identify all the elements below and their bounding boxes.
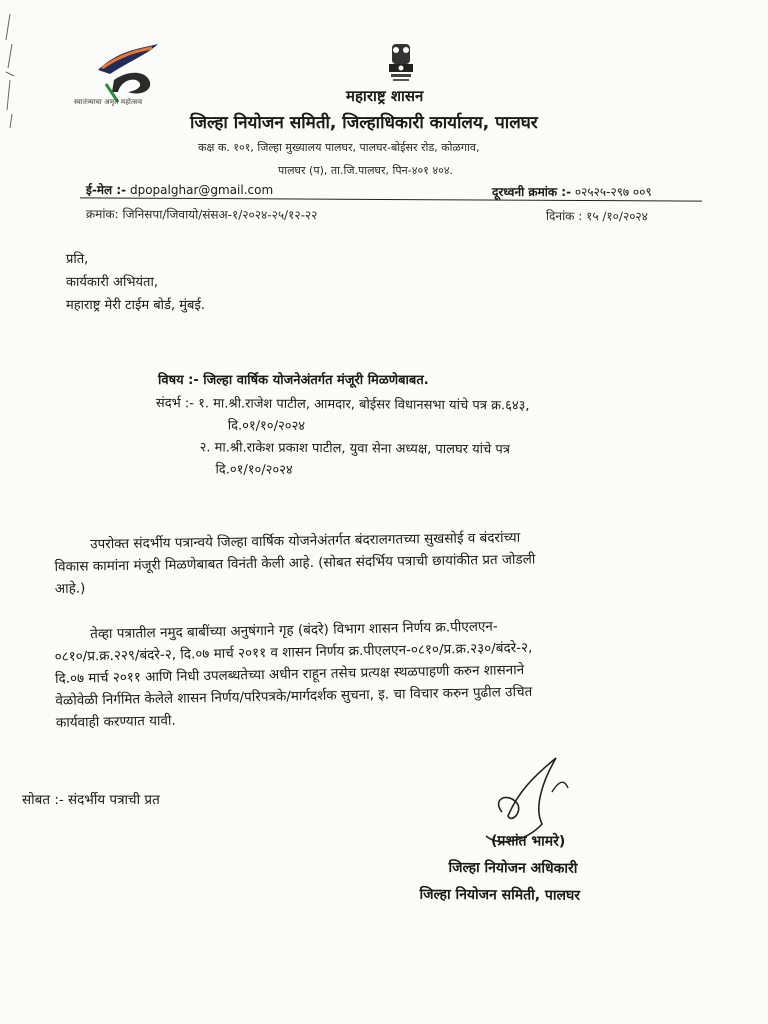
paragraph-line: उपरोक्त संदर्भीय पत्रान्वये जिल्हा वार्षिक योजनेअंतर्गत बंदरालगतच्या सुखसोई व बंदरांच्या <box>90 529 521 553</box>
logo-caption: स्वातंत्र्याचा अमृत महोत्सव <box>74 98 143 106</box>
signatory-designation: जिल्हा नियोजन अधिकारी <box>448 859 578 877</box>
paragraph-line: वेळोवेळी निर्गमित केलेले शासन निर्णय/परिपत्रके/मार्गदर्शक सुचना, इ. चा विचार करुन पुढील उचित <box>55 683 533 709</box>
paragraph-line: दि.०७ मार्च २०११ आणि निधी उपलब्धतेच्या अधीन राहून तसेच प्रत्यक्ष स्थळपाहणी करुन शासनाने <box>54 661 525 687</box>
office-address-line-1: कक्ष क. १०१, जिल्हा मुख्यालय पालघर, पालघर-बोईसर रोड, कोळगाव, <box>198 141 480 154</box>
addressee-organization: महाराष्ट्र मेरी टाईम बोर्ड, मुंबई. <box>66 298 205 313</box>
email-address: dpopalghar@gmail.com <box>129 183 274 197</box>
paragraph-line: तेव्हा पत्रातील नमुद बाबींच्या अनुषंगाने गृह (बंदरे) विभाग शासन निर्णय क्र.पीएलएन- <box>90 618 498 643</box>
email-row <box>86 181 273 198</box>
body-paragraph-2 <box>54 611 716 734</box>
margin-scribble-icon <box>2 10 18 130</box>
letter-date: १५ /१०/२०२४ <box>586 209 648 224</box>
paragraph-line: ०८१०/प्र.क्र.२२९/बंदरे-२, दि.०७ मार्च २०११ व शासन निर्णय क्र.पीएलएन-०८१०/प्र.क्र.२३०/बंदरे-२, <box>54 639 533 665</box>
signatory-block <box>419 828 581 910</box>
office-title: जिल्हा नियोजन समिती, जिल्हाधिकारी कार्यालय, पालघर <box>190 113 538 133</box>
signatory-office: जिल्हा नियोजन समिती, पालघर <box>419 886 581 904</box>
subject-line: विषय :- जिल्हा वार्षिक योजनेअंतर्गत मंजूरी मिळणेबाबत. <box>158 373 429 388</box>
enclosure-note: सोबत :- संदर्भीय पत्राची प्रत <box>22 792 160 808</box>
ashoka-emblem-icon <box>384 40 418 86</box>
phone-number: ०२५२५-२९७ ००९ <box>574 185 652 199</box>
phone-label: दूरध्वनी क्रमांक :- <box>492 185 572 199</box>
addressee-designation: कार्यकारी अभियंता, <box>66 275 158 290</box>
reference-line: दि.०१/१०/२०२४ <box>215 462 293 478</box>
reference-number-row <box>86 205 318 223</box>
signatory-name: (प्रशांत भामरे) <box>490 833 566 850</box>
paragraph-line: विकास कामांना मंजूरी मिळणेबाबत विनंती केली आहे. (सोबत संदर्भिय पत्राची छायांकीत प्रत जोडली <box>54 551 536 575</box>
email-label: ई-मेल :- <box>86 183 127 197</box>
paragraph-line: कार्यवाही करण्यात यावी. <box>55 712 176 731</box>
reference-line: दि.०१/१०/२०२४ <box>227 418 306 435</box>
reference-number: जिनिसपा/जिवायो/संसअ-१/२०२४-२५/१२-२२ <box>122 207 318 223</box>
body-paragraph-1 <box>54 524 715 600</box>
paragraph-line: आहे.) <box>54 580 86 597</box>
government-title: महाराष्ट्र शासन <box>346 87 424 105</box>
date-label: दिनांक : <box>545 208 583 224</box>
reference-line: २. मा.श्री.राकेश प्रकाश पाटील, युवा सेना अध्यक्ष, पालघर यांचे पत्र <box>199 440 511 458</box>
addressee-block <box>66 248 205 317</box>
letter-date-row <box>546 207 648 225</box>
phone-row <box>492 183 652 200</box>
addressee-to: प्रति, <box>66 252 89 267</box>
office-address-line-2: पालघर (प), ता.जि.पालघर, पिन-४०१ ४०४. <box>278 164 454 177</box>
reference-label: क्रमांक: <box>85 206 119 222</box>
reference-line: संदर्भ :- १. मा.श्री.राजेश पाटील, आमदार, बोईसर विधानसभा यांचे पत्र क्र.६४३, <box>155 395 530 414</box>
references-block <box>155 393 529 484</box>
